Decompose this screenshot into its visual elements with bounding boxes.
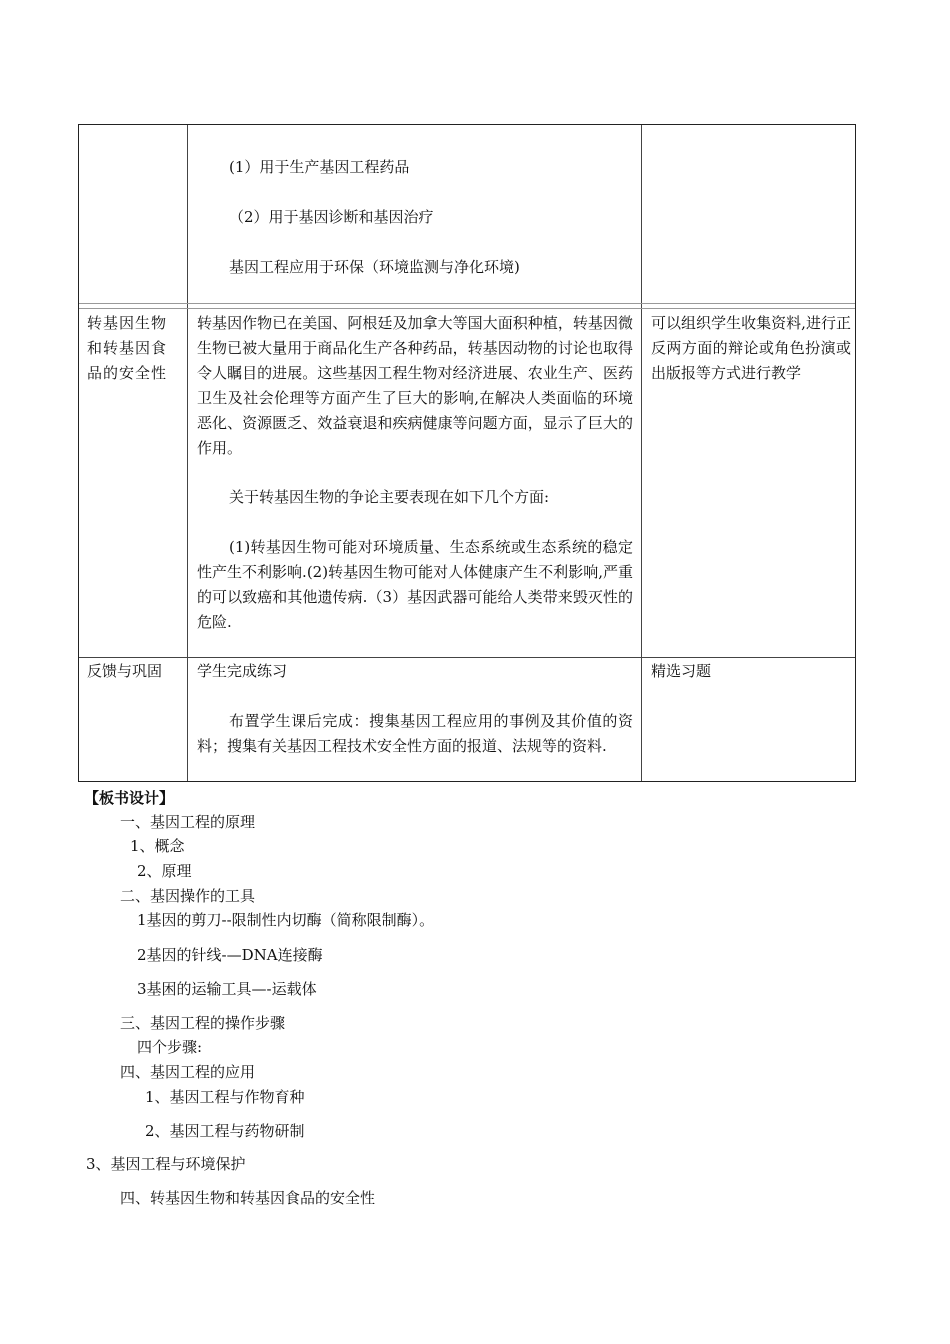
column-divider xyxy=(641,125,642,781)
board-line: 四、基因工程的应用 xyxy=(120,1063,256,1081)
board-line: 3、基因工程与环境保护 xyxy=(86,1155,246,1173)
lesson-table xyxy=(78,124,856,782)
board-line: 一、基因工程的原理 xyxy=(120,813,256,831)
row3-paragraph: 布置学生课后完成：搜集基因工程应用的事例及其价值的资料；搜集有关基因工程技术安全性方面的报道、法规等的资料. xyxy=(197,712,633,755)
board-line: 3基困的运输工具—-运载体 xyxy=(137,980,317,998)
row2-method: 可以组织学生收集资料,进行正反两方面的辩论或角色扮演或出版报等方式进行教学 xyxy=(651,314,851,382)
row1-line-1: (1）用于生产基因工程药品 xyxy=(229,158,410,176)
row2-topic: 转基因生物和转基因食品的安全性 xyxy=(87,314,168,382)
board-heading: 【板书设计】 xyxy=(84,789,175,807)
board-line: 二、基因操作的工具 xyxy=(120,887,256,905)
row2-paragraph-2: 关于转基因生物的争论主要表现在如下几个方面: xyxy=(229,488,550,506)
row3-method: 精选习题 xyxy=(651,662,712,680)
row-divider xyxy=(79,303,855,309)
board-line: 四、转基因生物和转基因食品的安全性 xyxy=(120,1189,376,1207)
board-line: 1、基因工程与作物育种 xyxy=(145,1088,305,1106)
board-line: 2、原理 xyxy=(137,862,192,880)
column-divider xyxy=(187,125,188,781)
board-line: 2基因的针线-—DNA连接酶 xyxy=(137,946,323,964)
board-line: 四个步骤: xyxy=(137,1038,203,1056)
row3-topic: 反馈与巩固 xyxy=(87,662,163,680)
row2-paragraph-3: (1)转基因生物可能对环境质量、生态系统或生态系统的稳定性产生不利影响.(2)转基因生物可能对人体健康产生不利影响,严重的可以致癌和其他遗传病.（3）基因武器可能给人类带来毁灭性的危险. xyxy=(197,538,633,631)
row1-line-2: （2）用于基因诊断和基因治疗 xyxy=(229,208,434,226)
board-line: 1、概念 xyxy=(130,837,185,855)
board-line: 2、基因工程与药物研制 xyxy=(145,1122,305,1140)
row3-line-1: 学生完成练习 xyxy=(197,662,288,680)
row1-line-3: 基因工程应用于环保（环境监测与净化环境) xyxy=(229,258,520,276)
board-line: 三、基因工程的操作步骤 xyxy=(120,1014,286,1032)
row2-paragraph-1: 转基因作物已在美国、阿根廷及加拿大等国大面积种植，转基因微生物已被大量用于商品化生产各种药品，转基因动物的讨论也取得令人瞩目的进展。这些基因工程生物对经济进展、农业生产、医药卫生及社会伦理等方面产生了巨大的影响,在解决人类面临的环境恶化、资源匮乏、效益衰退和疾病健康等问题方面，显示了巨大的作用。 xyxy=(197,314,633,457)
row-divider xyxy=(79,657,855,658)
board-line: 1基因的剪刀--限制性内切酶（简称限制酶）。 xyxy=(137,911,435,929)
